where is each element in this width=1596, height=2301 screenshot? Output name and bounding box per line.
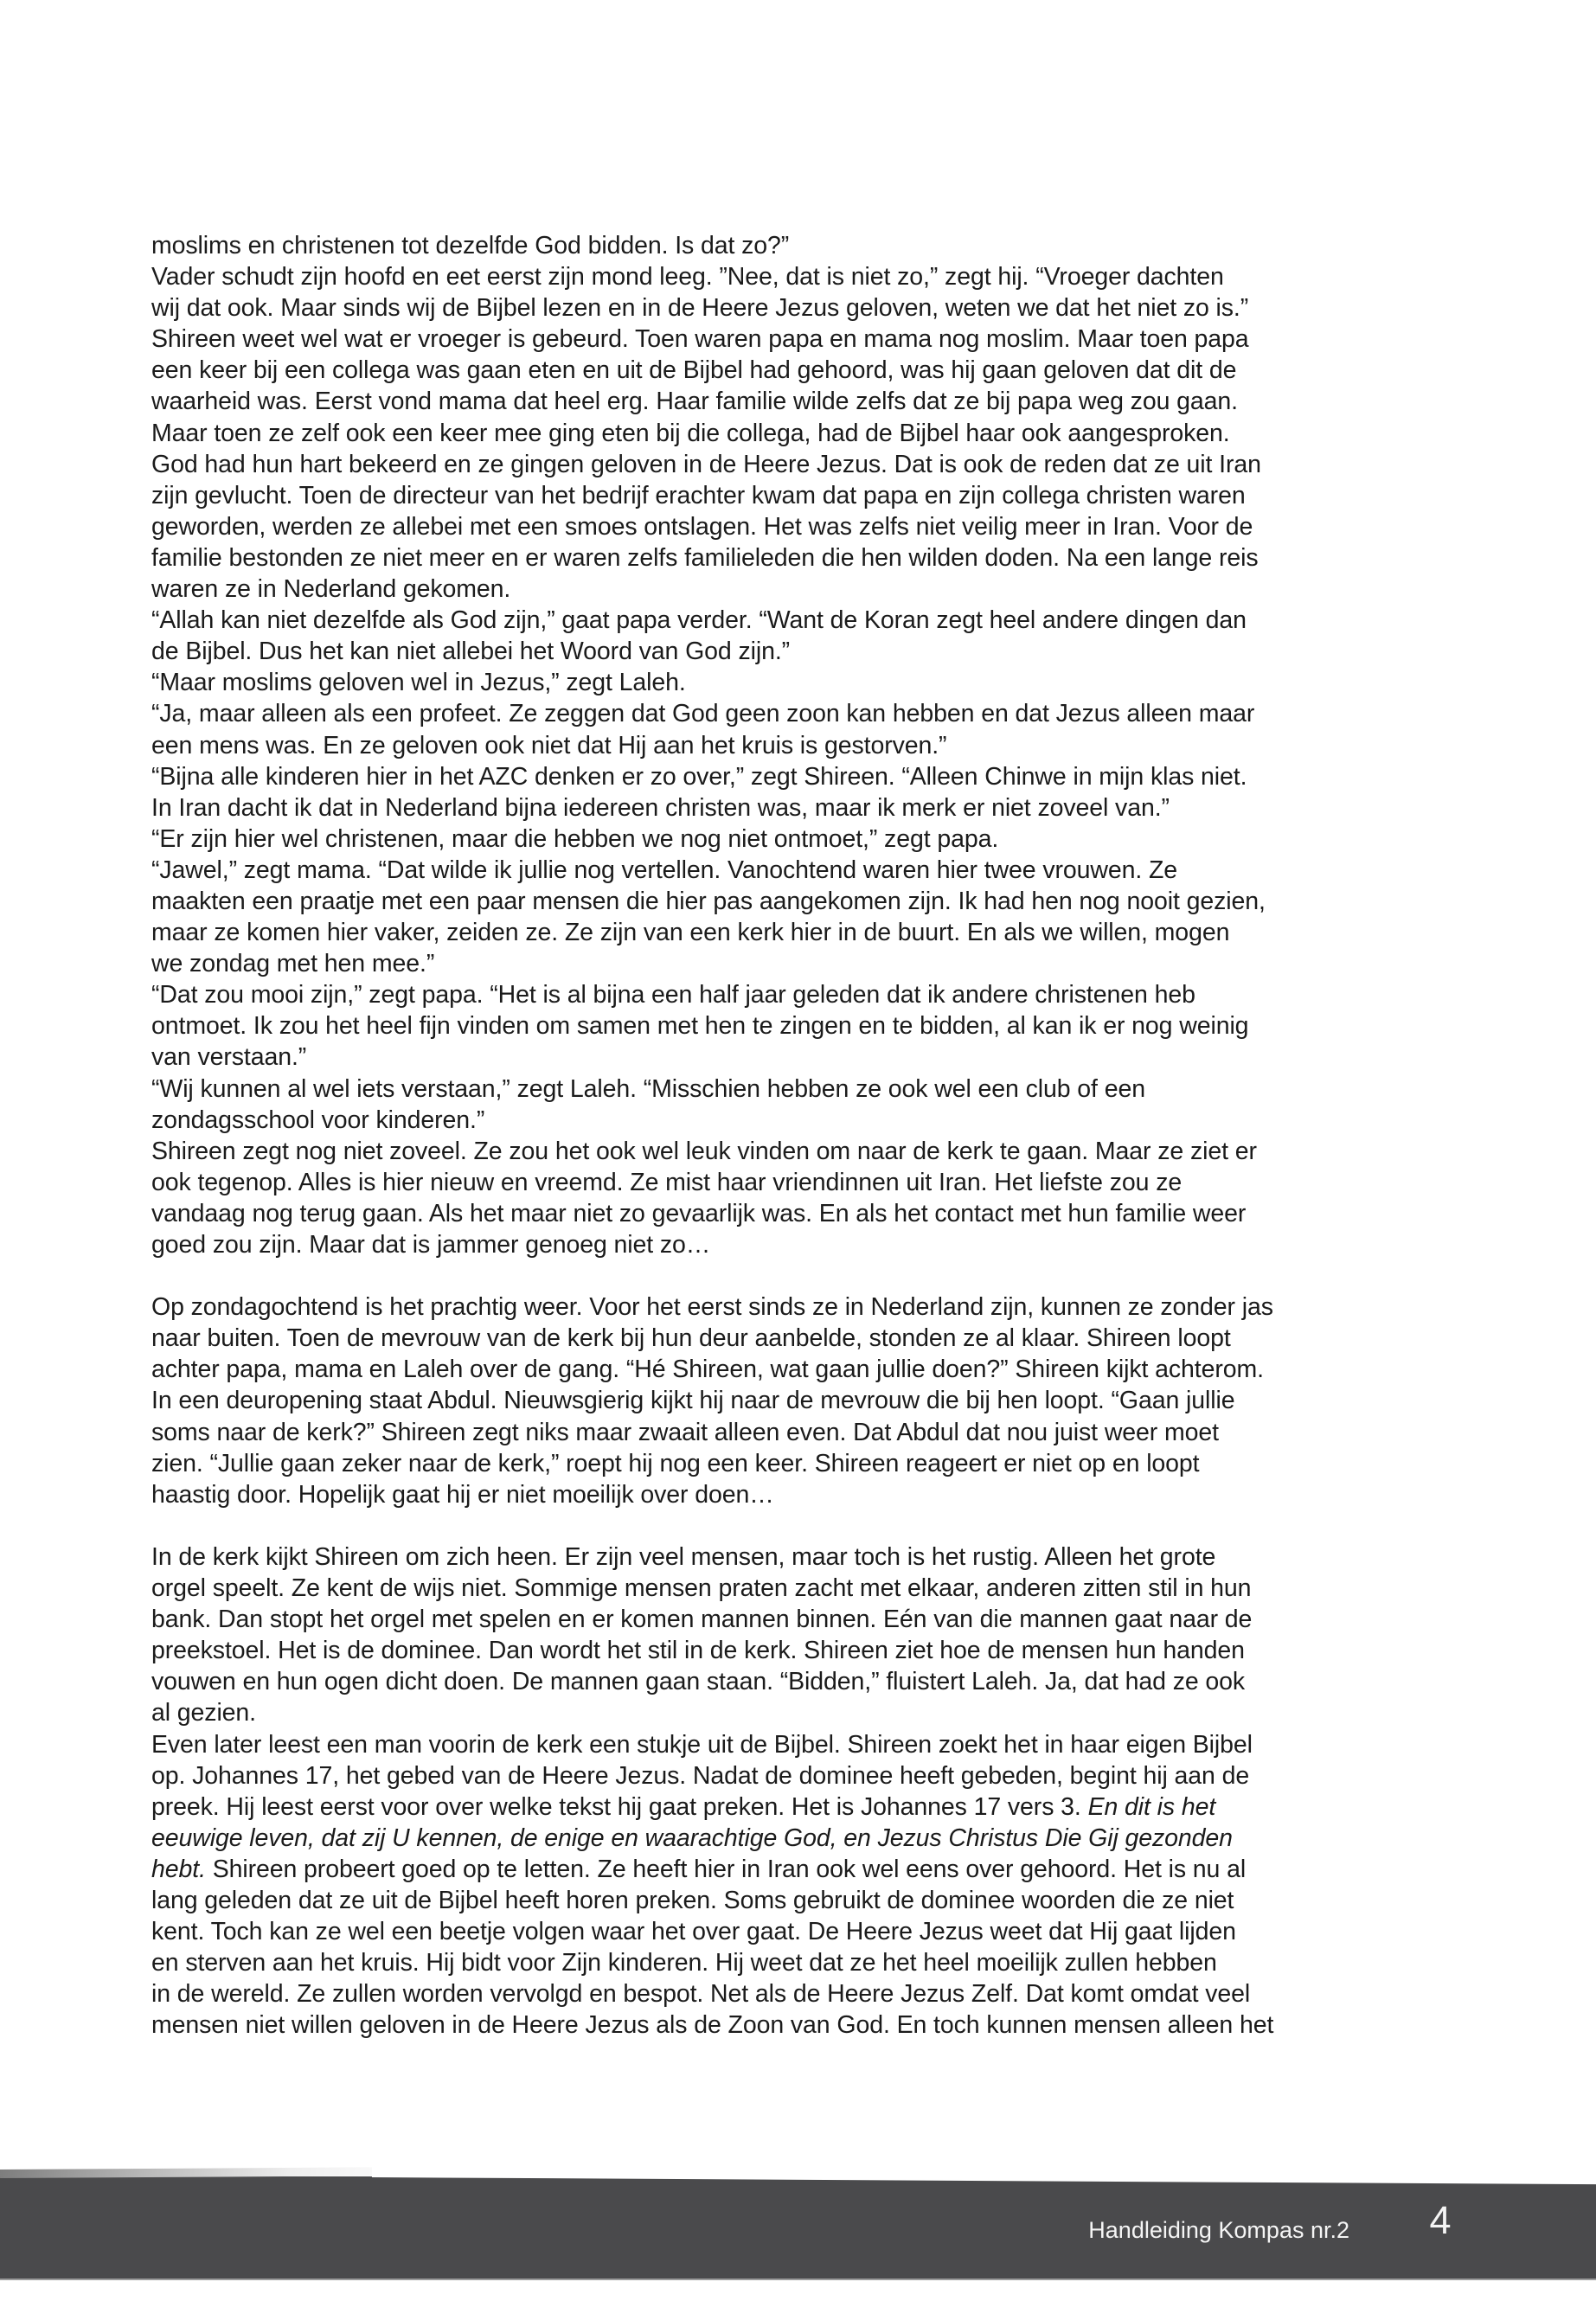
- text-line: “Dat zou mooi zijn,” zegt papa. “Het is al bijna een half jaar geleden dat ik andere christenen heb: [151, 981, 1195, 1009]
- text-line: haastig door. Hopelijk gaat hij er niet moeilijk over doen…: [151, 1480, 774, 1509]
- text-line: goed zou zijn. Maar dat is jammer genoeg niet zo…: [151, 1231, 711, 1259]
- text-line: lang geleden dat ze uit de Bijbel heeft horen preken. Soms gebruikt de dominee woorden die ze niet: [151, 1886, 1234, 1914]
- text-line: eeuwige leven, dat zij U kennen, de enige en waarachtige God, en Jezus Christus Die Gij gezonden: [151, 1823, 1233, 1852]
- text-line: “Jawel,” zegt mama. “Dat wilde ik jullie nog vertellen. Vanochtend waren hier twee vrouwen. Ze: [151, 856, 1178, 884]
- text-line: waarheid was. Eerst vond mama dat heel erg. Haar familie wilde zelfs dat ze bij papa weg zou gaan.: [151, 388, 1238, 416]
- text-line: een mens was. En ze geloven ook niet dat Hij aan het kruis is gestorven.”: [151, 731, 947, 760]
- text-line: “Allah kan niet dezelfde als God zijn,” gaat papa verder. “Want de Koran zegt heel andere dingen dan: [151, 606, 1247, 635]
- text-line: orgel speelt. Ze kent de wijs niet. Sommige mensen praten zacht met elkaar, anderen zitten stil in hun: [151, 1574, 1252, 1603]
- text-line: Shireen zegt nog niet zoveel. Ze zou het ook wel leuk vinden om naar de kerk te gaan. Maar ze ziet er: [151, 1137, 1257, 1165]
- text-line: In een deuropening staat Abdul. Nieuwsgierig kijkt hij naar de mevrouw die bij hen loopt. “Gaan jullie: [151, 1387, 1235, 1415]
- text-line: op. Johannes 17, het gebed van de Heere Jezus. Nadat de dominee heeft gebeden, begint hij aan de: [151, 1761, 1250, 1790]
- page-number: 4: [1429, 2198, 1452, 2242]
- text-line: de Bijbel. Dus het kan niet allebei het Woord van God zijn.”: [151, 638, 791, 666]
- body-text: [151, 230, 1414, 2041]
- footer-bottom-rule: [0, 2279, 1596, 2280]
- text-line: Vader schudt zijn hoofd en eet eerst zijn mond leeg. ”Nee, dat is niet zo,” zegt hij. “Vroeger dachten: [151, 263, 1224, 292]
- text-line: waren ze in Nederland gekomen.: [151, 575, 511, 604]
- text-line: bank. Dan stopt het orgel met spelen en er komen mannen binnen. Eén van die mannen gaat naar de: [151, 1606, 1253, 1634]
- text-line: hebt. Shireen probeert goed op te letten. Ze heeft hier in Iran ook wel eens over gehoord. Het is nu al: [151, 1855, 1247, 1883]
- text-line: “Er zijn hier wel christenen, maar die hebben we nog niet ontmoet,” zegt papa.: [151, 824, 999, 853]
- text-line: maakten een praatje met een paar mensen die hier pas aangekomen zijn. Ik had hen nog nooit gezien,: [151, 887, 1266, 915]
- text-line: preek. Hij leest eerst voor over welke tekst hij gaat preken. Het is Johannes 17 vers 3. En dit is het: [151, 1792, 1216, 1821]
- text-line: God had hun hart bekeerd en ze gingen geloven in de Heere Jezus. Dat is ook de reden dat ze uit Iran: [151, 450, 1261, 478]
- text-line: Shireen weet wel wat er vroeger is gebeurd. Toen waren papa en mama nog moslim. Maar toen papa: [151, 325, 1249, 354]
- text-line: vandaag nog terug gaan. Als het maar niet zo gevaarlijk was. En als het contact met hun familie weer: [151, 1199, 1247, 1227]
- text-line: “Wij kunnen al wel iets verstaan,” zegt Laleh. “Misschien hebben ze ook wel een club of een: [151, 1074, 1145, 1103]
- text-line: “Bijna alle kinderen hier in het AZC denken er zo over,” zegt Shireen. “Alleen Chinwe in mijn klas niet.: [151, 762, 1247, 791]
- text-line: “Ja, maar alleen als een profeet. Ze zeggen dat God geen zoon kan hebben en dat Jezus alleen maar: [151, 700, 1255, 728]
- text-line: in de wereld. Ze zullen worden vervolgd en bespot. Net als de Heere Jezus Zelf. Dat komt omdat veel: [151, 1980, 1251, 2009]
- text-line: In Iran dacht ik dat in Nederland bijna iedereen christen was, maar ik merk er niet zoveel van.”: [151, 793, 1170, 822]
- text-line: moslims en christenen tot dezelfde God bidden. Is dat zo?”: [151, 232, 790, 260]
- text-line: In de kerk kijkt Shireen om zich heen. Er zijn veel mensen, maar toch is het rustig. Alleen het grote: [151, 1542, 1216, 1571]
- text-line: van verstaan.”: [151, 1043, 307, 1072]
- text-line: we zondag met hen mee.”: [151, 950, 435, 978]
- text-line: al gezien.: [151, 1699, 257, 1727]
- text-line: zondagsschool voor kinderen.”: [151, 1106, 485, 1134]
- text-line: vouwen en hun ogen dicht doen. De mannen gaan staan. “Bidden,” fluistert Laleh. Ja, dat had ze ook: [151, 1668, 1246, 1696]
- text-line: achter papa, mama en Laleh over de gang. “Hé Shireen, wat gaan jullie doen?” Shireen kijkt achterom.: [151, 1356, 1264, 1384]
- text-line: zijn gevlucht. Toen de directeur van het bedrijf erachter kwam dat papa en zijn collega christen waren: [151, 481, 1246, 510]
- text-line: geworden, werden ze allebei met een smoes ontslagen. Het was zelfs niet veilig meer in Iran. Voor de: [151, 512, 1253, 541]
- text-line: zien. “Jullie gaan zeker naar de kerk,” roept hij nog een keer. Shireen reageert er niet op en loopt: [151, 1449, 1200, 1477]
- text-line: wij dat ook. Maar sinds wij de Bijbel lezen en in de Heere Jezus geloven, weten we dat het niet zo is.”: [151, 294, 1249, 323]
- text-line: Even later leest een man voorin de kerk een stukje uit de Bijbel. Shireen zoekt het in haar eigen Bijbel: [151, 1730, 1253, 1759]
- text-line: kent. Toch kan ze wel een beetje volgen waar het over gaat. De Heere Jezus weet dat Hij gaat lijden: [151, 1918, 1236, 1946]
- text-line: een keer bij een collega was gaan eten en uit de Bijbel had gehoord, was hij gaan geloven dat dit de: [151, 356, 1237, 385]
- footer-title: Handleiding Kompas nr.2: [1088, 2217, 1349, 2243]
- text-line: ook tegenop. Alles is hier nieuw en vreemd. Ze mist haar vriendinnen uit Iran. Het liefste zou ze: [151, 1168, 1183, 1196]
- text-line: “Maar moslims geloven wel in Jezus,” zegt Laleh.: [151, 669, 686, 697]
- text-line: [151, 1260, 1414, 1292]
- text-line: en sterven aan het kruis. Hij bidt voor Zijn kinderen. Hij weet dat ze het heel moeilijk zullen hebben: [151, 1949, 1217, 1977]
- text-line: Op zondagochtend is het prachtig weer. Voor het eerst sinds ze in Nederland zijn, kunnen ze zonder jas: [151, 1293, 1273, 1322]
- footer-bar: [0, 2176, 1596, 2279]
- text-line: [151, 1510, 1414, 1541]
- text-line: familie bestonden ze niet meer en er waren zelfs familieleden die hen wilden doden. Na een lange reis: [151, 543, 1259, 572]
- text-line: naar buiten. Toen de mevrouw van de kerk bij hun deur aanbelde, stonden ze al klaar. Shireen loopt: [151, 1324, 1231, 1353]
- text-line: mensen niet willen geloven in de Heere Jezus als de Zoon van God. En toch kunnen mensen alleen het: [151, 2011, 1274, 2040]
- text-line: ontmoet. Ik zou het heel fijn vinden om samen met hen te zingen en te bidden, al kan ik er nog weinig: [151, 1012, 1249, 1041]
- text-line: preekstoel. Het is de dominee. Dan wordt het stil in de kerk. Shireen ziet hoe de mensen hun handen: [151, 1637, 1245, 1665]
- text-line: soms naar de kerk?” Shireen zegt niks maar zwaait alleen even. Dat Abdul dat nou juist weer moet: [151, 1418, 1219, 1446]
- text-line: maar ze komen hier vaker, zeiden ze. Ze zijn van een kerk hier in de buurt. En als we willen, mogen: [151, 919, 1230, 947]
- text-line: Maar toen ze zelf ook een keer mee ging eten bij die collega, had de Bijbel haar ook aangesproken.: [151, 419, 1230, 447]
